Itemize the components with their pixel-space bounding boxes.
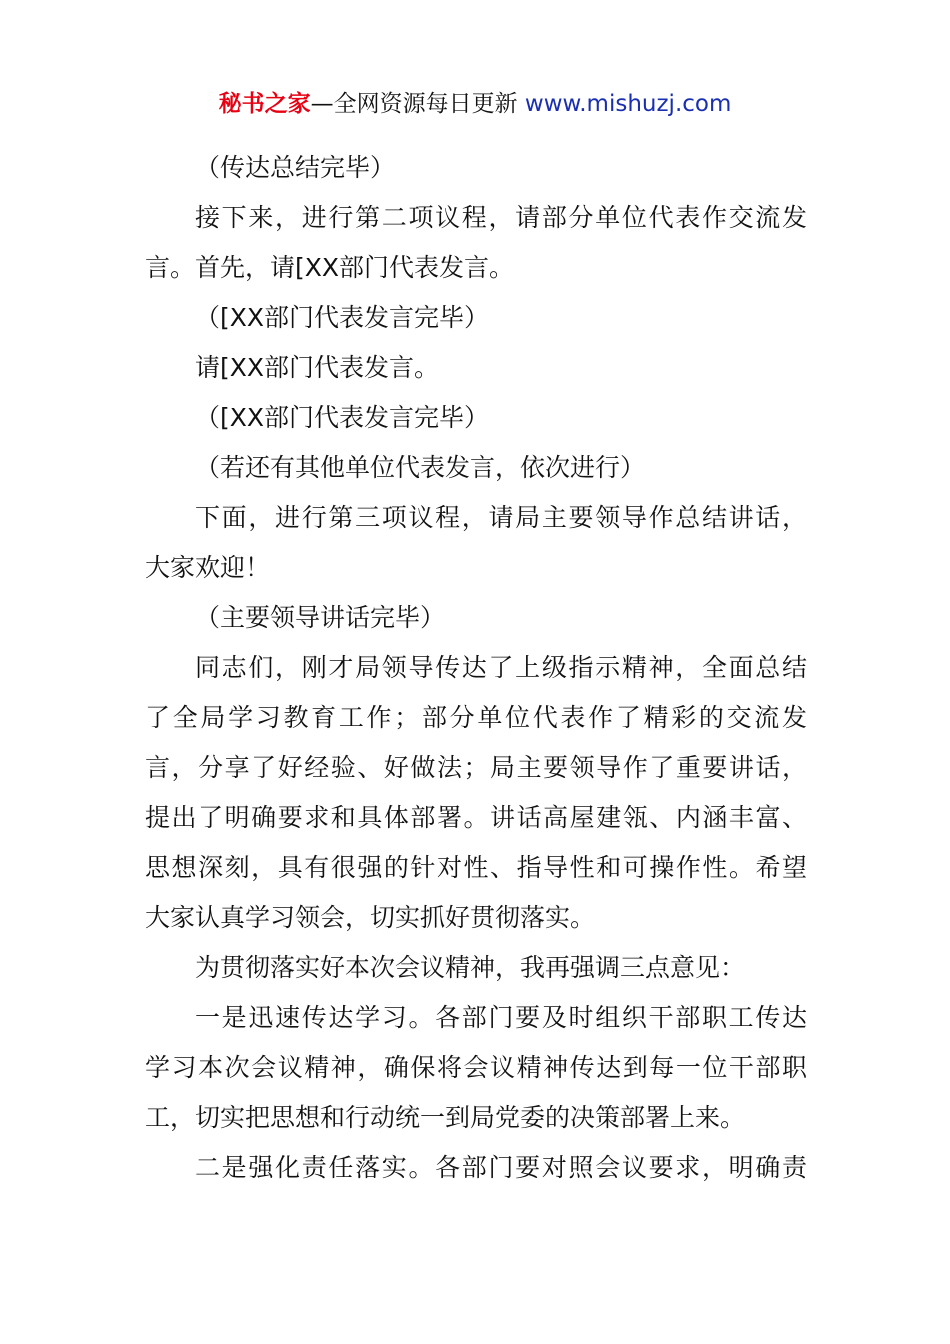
paragraph-line: 言，分享了好经验、好做法；局主要领导作了重要讲话， [145,753,807,782]
paragraph-line: 工，切实把思想和行动统一到局党委的决策部署上来。 [145,1103,746,1132]
paragraph-line: 大家认真学习领会，切实抓好贯彻落实。 [145,903,596,932]
paragraph-line: 提出了明确要求和具体部署。讲话高屋建瓴、内涵丰富、 [145,803,807,832]
paragraph-line: （[XX部门代表发言完毕） [195,403,490,432]
paragraph-line: 下面，进行第三项议程，请局主要领导作总结讲话， [195,503,807,532]
paragraph-line: 言。首先，请[XX部门代表发言。 [145,253,515,282]
header-brand: 秘书之家 [218,91,311,117]
paragraph-line: 学习本次会议精神，确保将会议精神传达到每一位干部职 [145,1053,807,1082]
paragraph-line: （若还有其他单位代表发言，依次进行） [195,453,646,482]
paragraph-line: 同志们，刚才局领导传达了上级指示精神，全面总结 [195,653,807,682]
page-header [0,86,950,122]
paragraph-line: 为贯彻落实好本次会议精神，我再强调三点意见： [195,953,746,982]
paragraph-line: 大家欢迎！ [145,553,271,582]
paragraph-line: 接下来，进行第二项议程，请部分单位代表作交流发 [195,203,807,232]
paragraph-line: （[XX部门代表发言完毕） [195,303,490,332]
header-tagline: —全网资源每日更新 [310,91,525,117]
paragraph-line: 思想深刻，具有很强的针对性、指导性和可操作性。希望 [145,853,807,882]
paragraph-line: 了全局学习教育工作；部分单位代表作了精彩的交流发 [145,703,807,732]
document-body [145,143,807,1193]
paragraph-line: 一是迅速传达学习。各部门要及时组织干部职工传达 [195,1003,807,1032]
header-url-link[interactable]: www.mishuzj.com [524,91,732,117]
paragraph-line: （主要领导讲话完毕） [195,603,446,632]
paragraph-line: 请[XX部门代表发言。 [195,353,440,382]
paragraph-line: 二是强化责任落实。各部门要对照会议要求，明确责 [195,1153,807,1182]
paragraph-line: （传达总结完毕） [195,153,396,182]
